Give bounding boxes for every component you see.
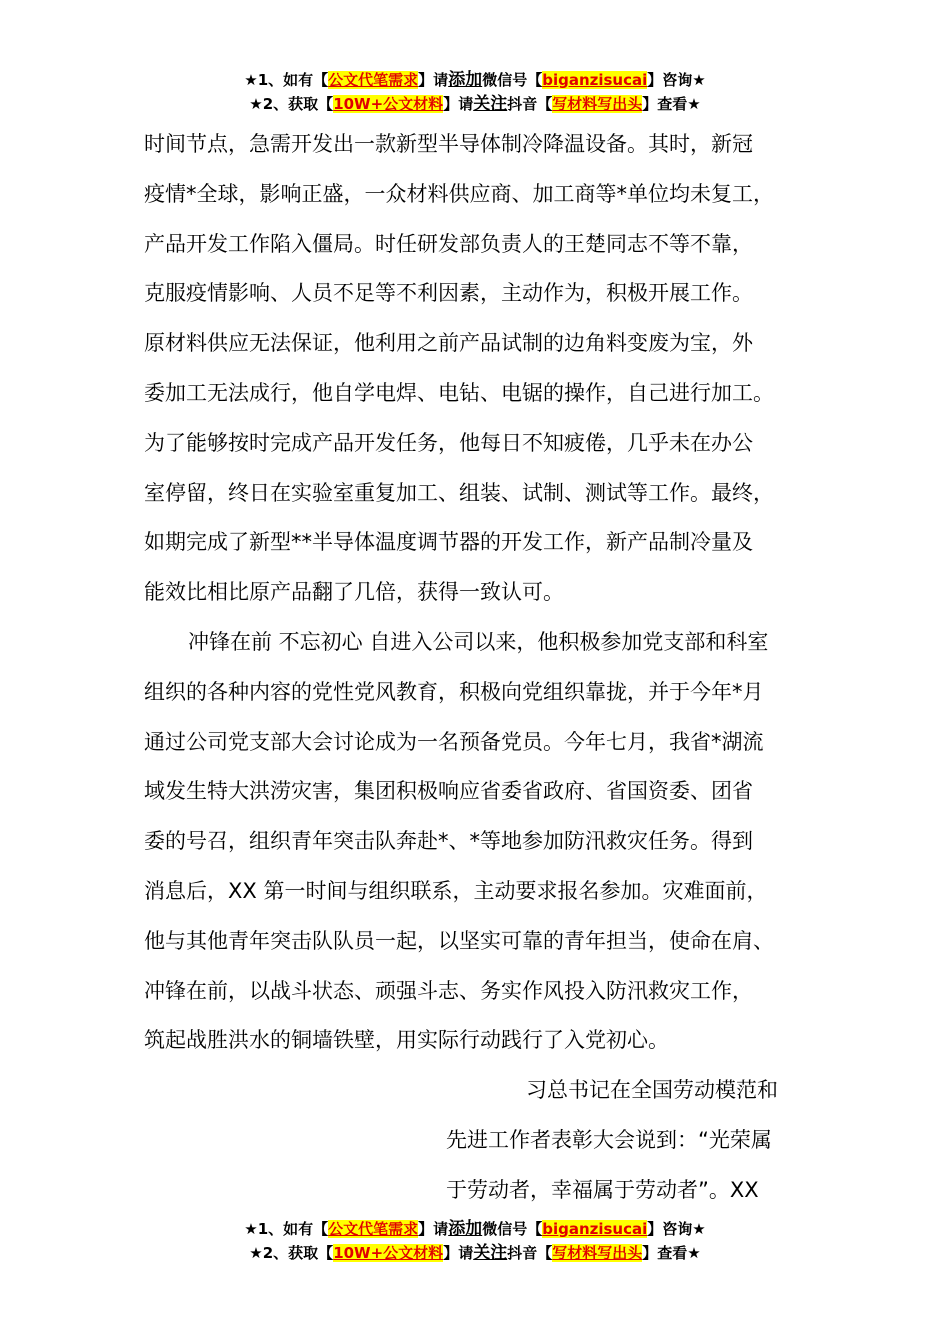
banner-text: 】咨询★ bbox=[647, 71, 706, 89]
body-line: 克服疫情影响、人员不足等不利因素，主动作为，积极开展工作。 bbox=[144, 281, 753, 306]
body-line: 筑起战胜洪水的铜墙铁壁，用实际行动践行了入党初心。 bbox=[144, 1028, 669, 1053]
body-line: 室停留，终日在实验室重复加工、组装、试制、测试等工作。最终， bbox=[144, 480, 774, 505]
banner-text: 抖音【 bbox=[507, 95, 553, 113]
body-line: 组织的各种内容的党性党风教育，积极向党组织靠拢，并于今年*月 bbox=[144, 679, 764, 704]
banner-line-2 bbox=[0, 92, 950, 116]
paragraph-start-line: 冲锋在前 不忘初心 自进入公司以来，他积极参加党支部和科室 bbox=[188, 629, 769, 654]
body-line: 通过公司党支部大会讨论成为一名预备党员。今年七月，我省*湖流 bbox=[144, 729, 764, 754]
banner-text: ★1、如有【 bbox=[244, 71, 329, 89]
banner-text: ★2、获取【 bbox=[249, 1244, 334, 1262]
body-line: 消息后，XX 第一时间与组织联系，主动要求报名参加。灾难面前， bbox=[144, 878, 768, 903]
body-line: 时间节点，急需开发出一款新型半导体制冷降温设备。其时，新冠 bbox=[144, 132, 753, 156]
banner-emphasis: 关注 bbox=[473, 94, 508, 114]
banner-text: 】请 bbox=[418, 71, 449, 89]
quote-line: 先进工作者表彰大会说到：“光荣属 bbox=[446, 1127, 772, 1152]
quote-line: 于劳动者，幸福属于劳动者”。XX bbox=[446, 1177, 759, 1202]
banner-text: 微信号【 bbox=[482, 71, 543, 89]
banner-line-1 bbox=[0, 68, 950, 92]
banner-text: 抖音【 bbox=[507, 1244, 553, 1262]
banner-text: 微信号【 bbox=[482, 1220, 543, 1238]
header-banner bbox=[0, 68, 950, 116]
banner-text: 】请 bbox=[443, 95, 474, 113]
banner-text: 】咨询★ bbox=[647, 1220, 706, 1238]
body-line: 如期完成了新型**半导体温度调节器的开发工作，新产品制冷量及 bbox=[144, 530, 753, 555]
banner-highlight-douyin-id: 写材料写出头 bbox=[552, 95, 643, 113]
banner-emphasis: 添加 bbox=[448, 70, 483, 90]
document-body bbox=[144, 120, 834, 1216]
footer-banner bbox=[0, 1217, 950, 1265]
quote-line: 习总书记在全国劳动模范和 bbox=[526, 1078, 778, 1103]
body-line: 委的号召，组织青年突击队奔赴*、*等地参加防汛救灾任务。得到 bbox=[144, 829, 753, 854]
body-line: 能效比相比原产品翻了几倍，获得一致认可。 bbox=[144, 580, 564, 605]
banner-text: ★1、如有【 bbox=[244, 1220, 329, 1238]
body-line: 委加工无法成行，他自学电焊、电钻、电锯的操作，自己进行加工。 bbox=[144, 380, 774, 405]
body-line: 为了能够按时完成产品开发任务，他每日不知疲倦，几乎未在办公 bbox=[144, 430, 753, 455]
banner-text: 】请 bbox=[443, 1244, 474, 1262]
body-line: 他与其他青年突击队队员一起，以坚实可靠的青年担当，使命在肩、 bbox=[144, 928, 774, 953]
banner-highlight: 公文代笔需求 bbox=[328, 71, 419, 89]
banner-line-1 bbox=[0, 1217, 950, 1241]
body-line: 冲锋在前，以战斗状态、顽强斗志、务实作风投入防汛救灾工作， bbox=[144, 978, 753, 1003]
banner-highlight: 10W+公文材料 bbox=[333, 95, 444, 113]
banner-text: ★2、获取【 bbox=[249, 95, 334, 113]
banner-line-2 bbox=[0, 1241, 950, 1265]
body-line: 原材料供应无法保证，他利用之前产品试制的边角料变废为宝，外 bbox=[144, 331, 753, 356]
banner-emphasis: 关注 bbox=[473, 1243, 508, 1263]
body-line: 域发生特大洪涝灾害，集团积极响应省委省政府、省国资委、团省 bbox=[144, 779, 753, 804]
banner-highlight-wechat-id: biganzisucai bbox=[542, 1220, 648, 1238]
banner-emphasis: 添加 bbox=[448, 1219, 483, 1239]
banner-text: 】查看★ bbox=[642, 95, 701, 113]
body-line: 疫情*全球，影响正盛，一众材料供应商、加工商等*单位均未复工， bbox=[144, 181, 774, 206]
banner-text: 】查看★ bbox=[642, 1244, 701, 1262]
body-line: 产品开发工作陷入僵局。时任研发部负责人的王楚同志不等不靠， bbox=[144, 231, 753, 256]
banner-text: 】请 bbox=[418, 1220, 449, 1238]
banner-highlight: 公文代笔需求 bbox=[328, 1220, 419, 1238]
banner-highlight-wechat-id: biganzisucai bbox=[542, 71, 648, 89]
banner-highlight-douyin-id: 写材料写出头 bbox=[552, 1244, 643, 1262]
banner-highlight: 10W+公文材料 bbox=[333, 1244, 444, 1262]
